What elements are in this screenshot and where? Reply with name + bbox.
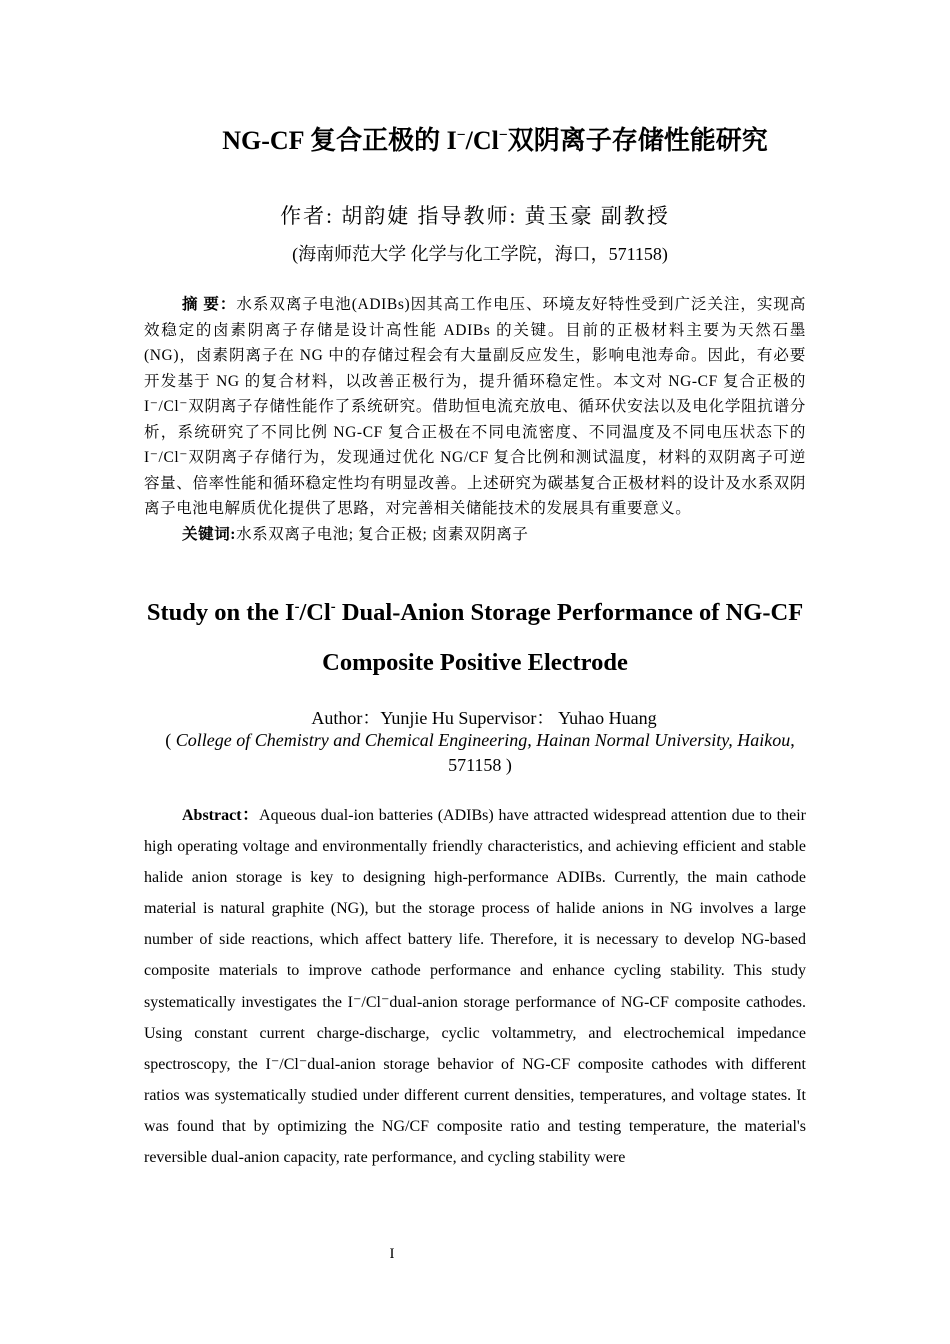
english-title-part-3: Dual-Anion Storage Performance of NG-CF Composite Positive Electrode [322,599,804,677]
english-title-part-1: Study on the I [146,599,295,627]
chinese-abstract [144,292,806,522]
superscript-minus: − [498,126,508,144]
chinese-keywords [144,522,806,547]
chinese-keywords-label: 关键词: [182,526,237,543]
chinese-keywords-text: 水系双离子电池; 复合正极; 卤素双阴离子 [236,526,529,543]
superscript-minus: - [330,599,336,615]
chinese-title [0,120,950,157]
chinese-abstract-body: 水系双离子电池(ADIBs)因其高工作电压、环境友好特性受到广泛关注，实现高效稳定的卤素阴离子存储是设计高性能 ADIBs 的关键。目前的正极材料主要为天然石墨(NG)，卤素阴离子在 NG 中的存储过程会有大量副反应发生，影响电池寿命。因此，有必要开发基于 NG 的复合材料，以改善正极行为，提升循环稳定性。本文对 NG-CF 复合正极的 I⁻/Cl⁻双阴离子存储性能作了系统研究。借助恒电流充放电、循环伏安法以及电化学阻抗谱分析，系统研究了不同比例 NG-CF 复合正极在不同电流密度、不同温度及不同电压状态下的 I⁻/Cl⁻双阴离子存储行为，发现通过优化 NG/CF 复合比例和测试温度，材料的双阴离子可逆容量、倍率性能和循环稳定性均有明显改善。上述研究为碳基复合正极材料的设计及水系双阴离子电池电解质优化提供了思路，对完善相关储能技术的发展具有重要意义。 [144,296,806,517]
affiliation-institution: College of Chemistry and Chemical Engineering, Hainan Normal University, Haikou [175,730,791,750]
english-affiliation [160,728,800,778]
chinese-title-part-1: NG-CF 复合正极的 I [222,126,457,155]
english-abstract-body: Aqueous dual-ion batteries (ADIBs) have attracted widespread attention due to their high operating voltage and environmentally friendly characteristics, and achieving efficient and stable halide anion storage is key to designing high-performance ADIBs. Currently, the main cathode material is natural graphite (NG), but the storage process of halide anions in NG involves a large number of side reactions, which affect battery life. Therefore, it is necessary to develop NG-based composite materials to improve cathode performance and enhance cycling stability. This study systematically investigates the I⁻/Cl⁻dual-anion storage performance of NG-CF composite cathodes. Using constant current charge-discharge, cyclic voltammetry, and electrochemical impedance spectroscopy, the I⁻/Cl⁻dual-anion storage behavior of NG-CF composite cathodes with different ratios was systematically studied under different current densities, temperatures, and voltage states. It was found that by optimizing the NG/CF composite ratio and testing temperature, the material's reversible dual-anion capacity, rate performance, and cycling stability were [144,807,807,1167]
english-title [140,582,810,688]
chinese-affiliation: (海南师范大学 化学与化工学院，海口，571158) [292,244,668,264]
affiliation-postcode: , 571158 ) [448,730,795,775]
english-author-line: Author：Yunjie Hu Supervisor： Yuhao Huang [311,708,657,728]
superscript-minus: - [294,599,300,615]
chinese-abstract-label: 摘 要： [182,296,237,313]
chinese-author-line: 作者: 胡韵婕 指导教师: 黄玉豪 副教授 [280,204,670,228]
affiliation-open-paren: ( [165,730,176,750]
english-title-part-2: /Cl [299,599,331,627]
english-abstract-label: Abstract： [182,807,260,824]
chinese-title-part-2: /Cl [465,126,499,155]
chinese-title-part-3: 双阴离子存储性能研究 [507,126,768,155]
english-abstract [144,800,806,1173]
superscript-minus: − [456,126,466,144]
page-number: I [389,1246,395,1262]
